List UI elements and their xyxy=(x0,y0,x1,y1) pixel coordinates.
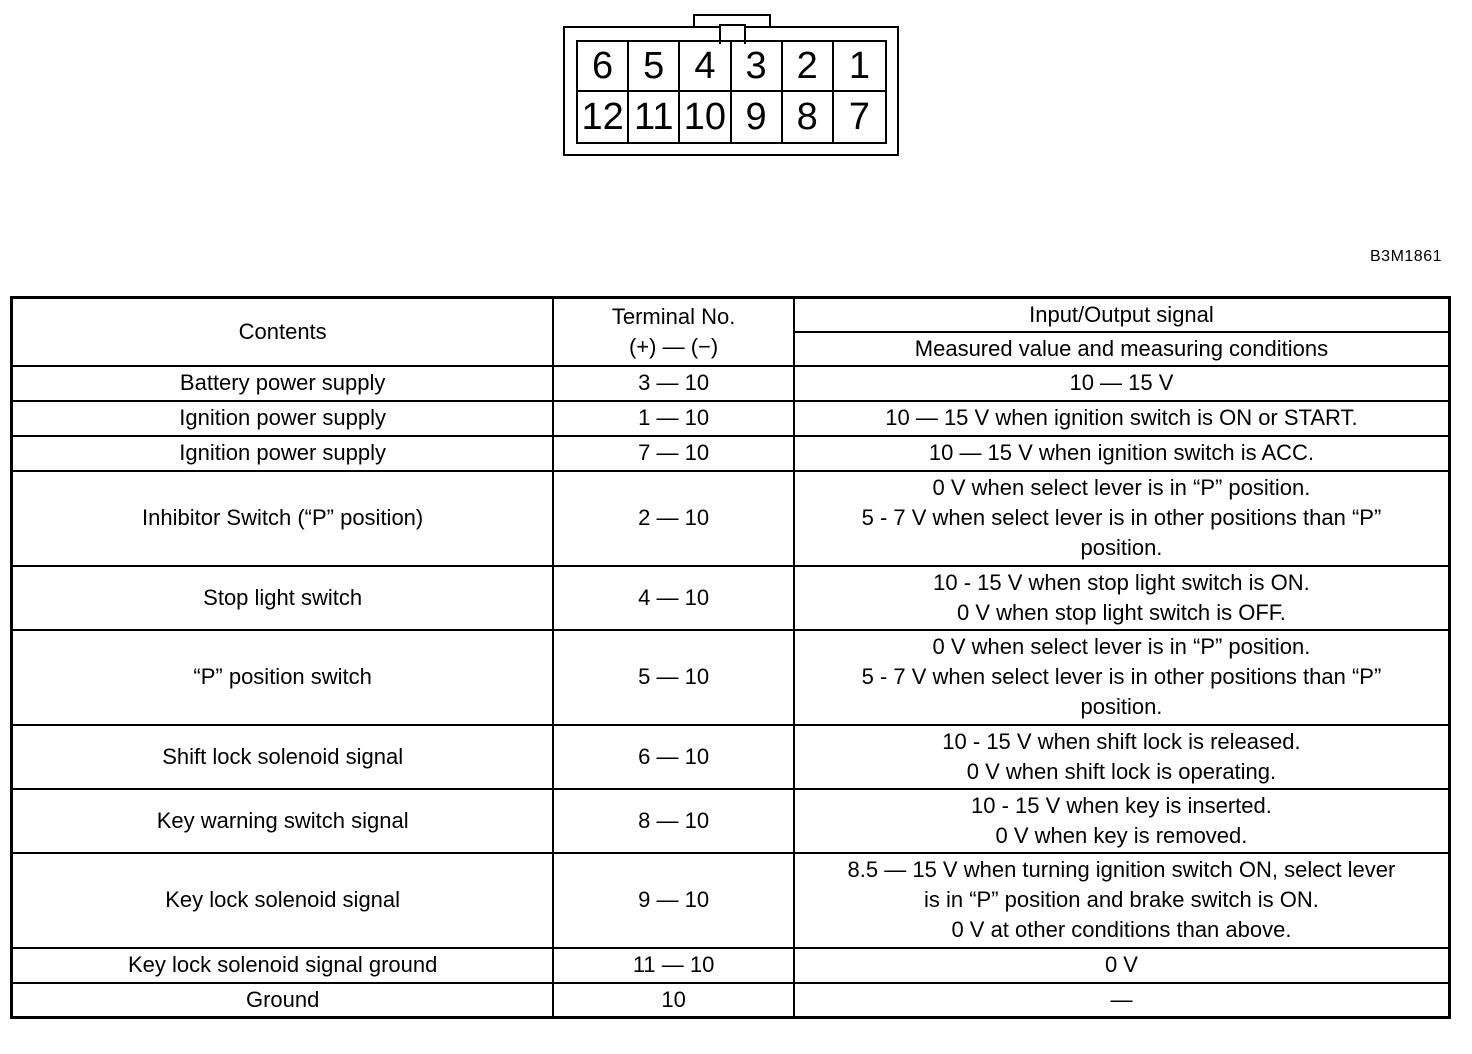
row-contents: Ignition power supply xyxy=(12,436,554,471)
row-terminal: 8 — 10 xyxy=(553,789,794,853)
pin-12: 12 xyxy=(578,92,629,142)
row-terminal: 7 — 10 xyxy=(553,436,794,471)
row-contents: Key lock solenoid signal ground xyxy=(12,948,554,983)
row-terminal: 3 — 10 xyxy=(553,366,794,401)
row-contents: “P” position switch xyxy=(12,630,554,725)
table-row xyxy=(12,630,1450,725)
row-terminal: 10 xyxy=(553,983,794,1018)
table-row xyxy=(12,983,1450,1018)
row-contents: Ignition power supply xyxy=(12,401,554,436)
pin-1: 1 xyxy=(834,42,885,92)
signal-table xyxy=(10,296,1451,1019)
header-contents: Contents xyxy=(12,298,554,366)
row-terminal: 2 — 10 xyxy=(553,471,794,566)
pin-8: 8 xyxy=(783,92,834,142)
row-contents: Inhibitor Switch (“P” position) xyxy=(12,471,554,566)
table-row xyxy=(12,471,1450,566)
row-signal: 10 — 15 V when ignition switch is ACC. xyxy=(794,436,1450,471)
row-terminal: 6 — 10 xyxy=(553,725,794,789)
header-signal-group: Input/Output signal xyxy=(794,298,1450,332)
connector-pin-grid xyxy=(576,40,887,144)
row-contents: Stop light switch xyxy=(12,566,554,630)
row-signal: 0 V xyxy=(794,948,1450,983)
row-signal: 8.5 — 15 V when turning ignition switch ON, select lever is in “P” position and brake switch is ON. 0 V at other conditions than above. xyxy=(794,853,1450,948)
pin-2: 2 xyxy=(783,42,834,92)
row-contents: Ground xyxy=(12,983,554,1018)
row-signal: 10 — 15 V when ignition switch is ON or START. xyxy=(794,401,1450,436)
row-contents: Battery power supply xyxy=(12,366,554,401)
pin-9: 9 xyxy=(732,92,783,142)
table-row xyxy=(12,401,1450,436)
row-contents: Key lock solenoid signal xyxy=(12,853,554,948)
table-row xyxy=(12,436,1450,471)
row-contents: Shift lock solenoid signal xyxy=(12,725,554,789)
row-signal: 10 — 15 V xyxy=(794,366,1450,401)
table-row xyxy=(12,725,1450,789)
pin-5: 5 xyxy=(629,42,680,92)
pin-11: 11 xyxy=(629,92,680,142)
header-signal-sub: Measured value and measuring conditions xyxy=(794,332,1450,366)
row-signal: — xyxy=(794,983,1450,1018)
row-terminal: 9 — 10 xyxy=(553,853,794,948)
table-row xyxy=(12,948,1450,983)
row-signal: 10 - 15 V when shift lock is released. 0 V when shift lock is operating. xyxy=(794,725,1450,789)
table-row xyxy=(12,789,1450,853)
row-signal: 10 - 15 V when stop light switch is ON. 0 V when stop light switch is OFF. xyxy=(794,566,1450,630)
table-row xyxy=(12,853,1450,948)
row-signal: 0 V when select lever is in “P” position. 5 - 7 V when select lever is in other positions than “P” position. xyxy=(794,471,1450,566)
pin-3: 3 xyxy=(732,42,783,92)
pin-4: 4 xyxy=(680,42,731,92)
table-row xyxy=(12,366,1450,401)
row-signal: 0 V when select lever is in “P” position. 5 - 7 V when select lever is in other positions than “P” position. xyxy=(794,630,1450,725)
table-row xyxy=(12,566,1450,630)
pin-6: 6 xyxy=(578,42,629,92)
row-terminal: 4 — 10 xyxy=(553,566,794,630)
row-terminal: 5 — 10 xyxy=(553,630,794,725)
header-terminal: Terminal No. (+) — (−) xyxy=(553,298,794,366)
row-contents: Key warning switch signal xyxy=(12,789,554,853)
figure-code: B3M1861 xyxy=(1370,248,1442,265)
row-signal: 10 - 15 V when key is inserted. 0 V when key is removed. xyxy=(794,789,1450,853)
row-terminal: 1 — 10 xyxy=(553,401,794,436)
row-terminal: 11 — 10 xyxy=(553,948,794,983)
pin-10: 10 xyxy=(680,92,731,142)
pin-7: 7 xyxy=(848,96,870,138)
table-header-row xyxy=(12,298,1450,332)
